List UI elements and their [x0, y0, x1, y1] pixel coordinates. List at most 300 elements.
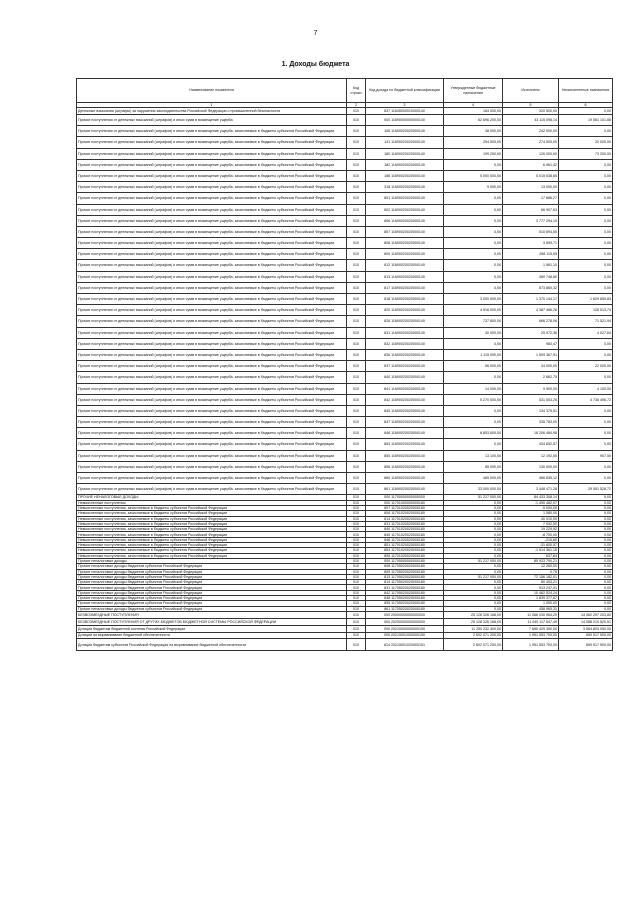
budget-income-table [76, 78, 613, 651]
cell-executed: 466 835,12 [503, 473, 559, 484]
table-row [77, 372, 613, 383]
cell-executed: 17 686,27 [503, 193, 559, 204]
cell-approved: 0,00 [444, 249, 503, 260]
header-line-code: Код строки [347, 79, 366, 103]
cell-unexecuted: 0,00 [559, 558, 613, 563]
cell-unexecuted: 650 517 500,00 [559, 632, 613, 639]
cell-approved: 14 000,00 [444, 383, 503, 394]
cell-unexecuted: 0,00 [559, 428, 613, 439]
cell-executed: 983,47 [503, 338, 559, 349]
cell-budget-code: 842 11705020020000180 [366, 590, 444, 595]
cell-line-code: 010 [347, 405, 366, 416]
cell-indicator-name: Прочие поступления от денежных взысканий (штрафов) и иных сумм в возмещение ущерба, зачисляемые в бюджеты субъектов Российской Федерации [77, 159, 347, 170]
cell-approved: 30 000,00 [444, 327, 503, 338]
cell-unexecuted: 0,00 [559, 417, 613, 428]
cell-line-code: 010 [347, 294, 366, 305]
cell-budget-code: 182 11690020020000140 [366, 159, 444, 170]
cell-budget-code: 831 11690020020000140 [366, 327, 444, 338]
cell-approved: 38 000,00 [444, 126, 503, 137]
cell-executed: 913 247,01 [503, 585, 559, 590]
table-row [77, 215, 613, 226]
cell-indicator-name: БЕЗВОЗМЕЗДНЫЕ ПОСТУПЛЕНИЯ [77, 611, 347, 618]
cell-executed: 34 000,00 [503, 361, 559, 372]
cell-indicator-name: Прочие неналоговые доходы бюджетов субъектов Российской Федерации [77, 574, 347, 579]
cell-unexecuted: 0,00 [559, 521, 613, 526]
cell-line-code: 010 [347, 558, 366, 563]
cell-approved: 0,00 [444, 159, 503, 170]
cell-unexecuted: 0,00 [559, 249, 613, 260]
cell-executed: 40 010,00 [503, 516, 559, 521]
cell-approved: 51 217 000,00 [444, 574, 503, 579]
cell-unexecuted: 0,00 [559, 537, 613, 542]
cell-executed: 573 860,32 [503, 282, 559, 293]
cell-line-code: 010 [347, 611, 366, 618]
cell-line-code: 010 [347, 527, 366, 532]
cell-executed: 12 192,50 [503, 450, 559, 461]
cell-executed: 1 951 553 700,00 [503, 639, 559, 650]
cell-executed: -1 514 361,16 [503, 548, 559, 553]
cell-executed: 66 907,63 [503, 204, 559, 215]
cell-indicator-name: Денежные взыскания (штрафы) за нарушения законодательства Российской Федерации о промышленной безопасности [77, 108, 347, 115]
cell-indicator-name: Прочие неналоговые доходы бюджетов субъектов Российской Федерации [77, 580, 347, 585]
cell-unexecuted: 0,00 [559, 271, 613, 282]
cell-approved: 3 000 000,00 [444, 294, 503, 305]
cell-executed: 637,84 [503, 553, 559, 558]
cell-approved: 0,00 [444, 516, 503, 521]
cell-executed: 18 206 484,98 [503, 428, 559, 439]
cell-indicator-name: Прочие поступления от денежных взысканий (штрафов) и иных сумм в возмещение ущерба, зачисляемые в бюджеты субъектов Российской Федерации [77, 126, 347, 137]
cell-budget-code: 848 11690020020000140 [366, 428, 444, 439]
cell-budget-code: 000 20200000000000000 [366, 618, 444, 625]
cell-indicator-name: Прочие поступления от денежных взысканий (штрафов) и иных сумм в возмещение ущерба, зачисляемые в бюджеты субъектов Российской Федерации [77, 439, 347, 450]
cell-executed: 84 433 308,14 [503, 495, 559, 500]
cell-executed: 7 685 429 350,00 [503, 625, 559, 632]
cell-unexecuted: 0,00 [559, 108, 613, 115]
cell-executed: 2 662,75 [503, 372, 559, 383]
cell-budget-code: 180 11690020020000140 [366, 148, 444, 159]
cell-unexecuted: 0,00 [559, 461, 613, 472]
cell-indicator-name: Прочие поступления от денежных взысканий (штрафов) и иных сумм в возмещение ущерба, зачисляемые в бюджеты субъектов Российской Федерации [77, 226, 347, 237]
cell-indicator-name: Прочие поступления от денежных взысканий (штрафов) и иных сумм в возмещение ущерба, зачисляемые в бюджеты субъектов Российской Федерации [77, 170, 347, 181]
cell-line-code: 010 [347, 569, 366, 574]
table-row [77, 405, 613, 416]
cell-line-code: 010 [347, 126, 366, 137]
cell-unexecuted: 0,00 [559, 349, 613, 360]
cell-unexecuted: 0,00 [559, 553, 613, 558]
cell-line-code: 010 [347, 543, 366, 548]
cell-approved: 33 000 000,00 [444, 484, 503, 495]
cell-budget-code: 000 11690000000000140 [366, 115, 444, 126]
cell-budget-code: 808 11705020020000180 [366, 564, 444, 569]
cell-executed: 458 965,31 [503, 606, 559, 611]
cell-line-code: 010 [347, 182, 366, 193]
table-row [77, 349, 613, 360]
cell-budget-code: 836 11690020020000140 [366, 349, 444, 360]
cell-unexecuted: 0,00 [559, 193, 613, 204]
cell-executed: 489 748,60 [503, 271, 559, 282]
cell-unexecuted: 0,00 [559, 596, 613, 601]
table-row [77, 338, 613, 349]
cell-line-code: 010 [347, 606, 366, 611]
table-row [77, 148, 613, 159]
cell-line-code: 010 [347, 260, 366, 271]
cell-indicator-name: Прочие поступления от денежных взысканий (штрафов) и иных сумм в возмещение ущерба, зачисляемые в бюджеты субъектов Российской Федерации [77, 204, 347, 215]
cell-approved: 0,00 [444, 521, 503, 526]
cell-line-code: 010 [347, 439, 366, 450]
cell-line-code: 010 [347, 327, 366, 338]
cell-approved: 0,00 [444, 505, 503, 510]
cell-executed: 43 115 098,14 [503, 115, 559, 126]
cell-unexecuted: 0,00 [559, 606, 613, 611]
cell-line-code: 010 [347, 553, 366, 558]
cell-executed: 1 951 553 700,00 [503, 632, 559, 639]
cell-approved: 294 500,00 [444, 137, 503, 148]
cell-budget-code: 851 11701020020000180 [366, 543, 444, 548]
cell-budget-code: 801 11690020020000140 [366, 193, 444, 204]
cell-line-code: 010 [347, 580, 366, 585]
cell-line-code: 010 [347, 115, 366, 126]
cell-line-code: 010 [347, 170, 366, 181]
header-budget-code: Код дохода по бюджетной классификации [366, 79, 444, 103]
cell-unexecuted: 73 200,00 [559, 148, 613, 159]
table-row [77, 428, 613, 439]
header-executed: Исполнено [503, 79, 559, 103]
cell-unexecuted: 0,00 [559, 574, 613, 579]
cell-budget-code: 840 11701020020000180 [366, 527, 444, 532]
cell-indicator-name: Прочие поступления от денежных взысканий (штрафов) и иных сумм в возмещение ущерба, зачисляемые в бюджеты субъектов Российской Федерации [77, 316, 347, 327]
cell-executed: 13 000,00 [503, 182, 559, 193]
cell-executed: 10 462 524,24 [503, 590, 559, 595]
cell-approved: 11 250 232 400,00 [444, 625, 503, 632]
cell-indicator-name: Прочие поступления от денежных взысканий (штрафов) и иных сумм в возмещение ущерба, зачисляемые в бюджеты субъектов Российской Федерации [77, 428, 347, 439]
cell-budget-code: 853 11690020020000140 [366, 439, 444, 450]
cell-approved: 0,00 [444, 569, 503, 574]
cell-unexecuted: 0,00 [559, 601, 613, 606]
cell-line-code: 010 [347, 484, 366, 495]
cell-budget-code: 809 11705020020000180 [366, 569, 444, 574]
cell-budget-code: 000 11705000000000180 [366, 558, 444, 563]
cell-indicator-name: Прочие поступления от денежных взысканий (штрафов) и иных сумм в возмещение ущерба, зачисляемые в бюджеты субъектов Российской Федерации [77, 473, 347, 484]
cell-executed: 335 783,00 [503, 417, 559, 428]
cell-approved: 0,00 [444, 204, 503, 215]
cell-indicator-name: Прочие неналоговые доходы бюджетов субъектов Российской Федерации [77, 601, 347, 606]
cell-executed: 242 000,00 [503, 126, 559, 137]
cell-executed: 1 509 367,91 [503, 349, 559, 360]
table-row [77, 193, 613, 204]
cell-approved: 0,00 [444, 338, 503, 349]
cell-approved: 0,00 [444, 226, 503, 237]
cell-indicator-name: Прочие поступления от денежных взысканий (штрафов) и иных сумм в возмещение ущерба, зачисляемые в бюджеты субъектов Российской Федерации [77, 148, 347, 159]
cell-line-code: 010 [347, 428, 366, 439]
cell-executed: 11 040 117 647,49 [503, 618, 559, 625]
cell-indicator-name: Прочие неналоговые доходы [77, 558, 347, 563]
cell-approved: 0,00 [444, 260, 503, 271]
cell-budget-code: 845 11690020020000140 [366, 405, 444, 416]
cell-budget-code: 000 11701000000000180 [366, 500, 444, 505]
cell-unexecuted: 0,00 [559, 215, 613, 226]
cell-unexecuted: 3 564 803 050,00 [559, 625, 613, 632]
table-row [77, 137, 613, 148]
cell-indicator-name: Прочие поступления от денежных взысканий (штрафов) и иных сумм в возмещение ущерба, зачисляемые в бюджеты субъектов Российской Федерации [77, 383, 347, 394]
header-unexecuted: Неисполненные назначения [559, 79, 613, 103]
table-row [77, 639, 613, 650]
cell-indicator-name: Невыясненные поступления, зачисляемые в бюджеты субъектов Российской Федерации [77, 532, 347, 537]
cell-executed: 1 050,00 [503, 601, 559, 606]
cell-approved: 0,00 [444, 238, 503, 249]
cell-approved: 0,00 [444, 606, 503, 611]
cell-unexecuted: 0,00 [559, 505, 613, 510]
table-row [77, 618, 613, 625]
cell-indicator-name: Дотации бюджетам бюджетной системы Российской Федерации [77, 625, 347, 632]
table-row [77, 115, 613, 126]
cell-executed: 1 580,00 [503, 511, 559, 516]
cell-line-code: 010 [347, 450, 366, 461]
cell-approved: 51 217 000,00 [444, 558, 503, 563]
cell-approved: 0,00 [444, 215, 503, 226]
table-row [77, 170, 613, 181]
cell-budget-code: 808 11701020020000180 [366, 511, 444, 516]
cell-line-code: 010 [347, 495, 366, 500]
cell-line-code: 010 [347, 137, 366, 148]
table-row [77, 204, 613, 215]
cell-approved: 0,00 [444, 500, 503, 505]
cell-indicator-name: Прочие поступления от денежных взысканий (штрафов) и иных сумм в возмещение ущерба, зачисляемые в бюджеты субъектов Российской Федерации [77, 450, 347, 461]
cell-indicator-name: Прочие неналоговые доходы бюджетов субъектов Российской Федерации [77, 585, 347, 590]
cell-budget-code: 837 11645000010000140 [366, 108, 444, 115]
cell-approved: 0,00 [444, 537, 503, 542]
table-row [77, 327, 613, 338]
cell-executed: -31 600,57 [503, 543, 559, 548]
cell-unexecuted: 19 581 101,86 [559, 115, 613, 126]
cell-executed: 9 900,00 [503, 383, 559, 394]
cell-approved: 0,00 [444, 527, 503, 532]
cell-executed: 134 379,51 [503, 405, 559, 416]
cell-approved: 0,00 [444, 372, 503, 383]
cell-executed: 1 370 144,17 [503, 294, 559, 305]
cell-unexecuted: 4 738 496,72 [559, 394, 613, 405]
cell-indicator-name: Прочие поступления от денежных взысканий (штрафов) и иных сумм в возмещение ущерба, зачисляемые в бюджеты субъектов Российской Федерации [77, 182, 347, 193]
cell-executed: 5 015 538,85 [503, 170, 559, 181]
cell-approved: 62 696 200,00 [444, 115, 503, 126]
cell-unexecuted: 0,00 [559, 439, 613, 450]
cell-indicator-name: Прочие поступления от денежных взысканий (штрафов) и иных сумм в возмещение ущерба, зачисляемые в бюджеты субъектов Российской Федерации [77, 260, 347, 271]
cell-approved: 0,00 [444, 405, 503, 416]
cell-unexecuted: 0,00 [559, 204, 613, 215]
cell-unexecuted: 0,00 [559, 564, 613, 569]
cell-budget-code: 848 11705020020000180 [366, 596, 444, 601]
cell-line-code: 010 [347, 537, 366, 542]
cell-line-code: 010 [347, 548, 366, 553]
cell-line-code: 010 [347, 148, 366, 159]
cell-indicator-name: Прочие поступления от денежных взысканий (штрафов) и иных сумм в возмещение ущерба, зачисляемые в бюджеты субъектов Российской Федерации [77, 215, 347, 226]
cell-approved: 0,00 [444, 193, 503, 204]
cell-line-code: 010 [347, 473, 366, 484]
cell-line-code: 010 [347, 316, 366, 327]
cell-line-code: 010 [347, 282, 366, 293]
cell-indicator-name: Прочие поступления от денежных взысканий (штрафов) и иных сумм в возмещение ущерба, зачисляемые в бюджеты субъектов Российской Федерации [77, 338, 347, 349]
column-index: 5 [503, 103, 559, 108]
cell-approved: 0,00 [444, 580, 503, 585]
cell-approved: 2 602 071 200,00 [444, 639, 503, 650]
table-row [77, 625, 613, 632]
cell-indicator-name: Невыясненные поступления, зачисляемые в бюджеты субъектов Российской Федерации [77, 553, 347, 558]
cell-unexecuted: 29 551 528,72 [559, 484, 613, 495]
cell-line-code: 010 [347, 516, 366, 521]
cell-approved: 737 800,00 [444, 316, 503, 327]
cell-line-code: 010 [347, 511, 366, 516]
cell-line-code: 010 [347, 338, 366, 349]
cell-indicator-name: Невыясненные поступления, зачисляемые в бюджеты субъектов Российской Федерации [77, 527, 347, 532]
cell-indicator-name: Прочие поступления от денежных взысканий (штрафов) и иных сумм в возмещение ущерба, зачисляемые в бюджеты субъектов Российской Федерации [77, 349, 347, 360]
cell-executed: 434 652,57 [503, 439, 559, 450]
cell-approved: 0,00 [444, 282, 503, 293]
cell-budget-code: 855 11705020020000180 [366, 601, 444, 606]
table-row [77, 394, 613, 405]
cell-approved: 184 000,00 [444, 108, 503, 115]
column-index: 3 [366, 103, 444, 108]
cell-executed: -5 000,00 [503, 505, 559, 510]
cell-line-code: 010 [347, 564, 366, 569]
cell-executed: 288 115,95 [503, 249, 559, 260]
cell-indicator-name: ПРОЧИЕ НЕНАЛОГОВЫЕ ДОХОДЫ [77, 495, 347, 500]
cell-line-code: 010 [347, 574, 366, 579]
cell-budget-code: 855 11690020020000140 [366, 450, 444, 461]
cell-budget-code: 809 11690020020000140 [366, 249, 444, 260]
table-row [77, 271, 613, 282]
cell-unexecuted: 0,00 [559, 405, 613, 416]
cell-approved: 0,00 [444, 553, 503, 558]
cell-approved: 0,00 [444, 511, 503, 516]
cell-budget-code: 860 11690020020000140 [366, 473, 444, 484]
cell-line-code: 010 [347, 500, 366, 505]
cell-unexecuted: 0,00 [559, 548, 613, 553]
cell-approved: 8 853 600,00 [444, 428, 503, 439]
cell-indicator-name: Прочие поступления от денежных взысканий (штрафов) и иных сумм в возмещение ущерба, зачисляемые в бюджеты субъектов Российской Федерации [77, 327, 347, 338]
cell-executed: 80 403,21 [503, 580, 559, 585]
cell-approved: 0,00 [444, 564, 503, 569]
table-row [77, 611, 613, 618]
cell-line-code: 010 [347, 108, 366, 115]
cell-indicator-name: Прочие поступления от денежных взысканий (штрафов) и иных сумм в возмещение ущерба, зачисляемые в бюджеты субъектов Российской Федерации [77, 361, 347, 372]
cell-line-code: 010 [347, 639, 366, 650]
cell-indicator-name: Невыясненные поступления, зачисляемые в бюджеты субъектов Российской Федерации [77, 521, 347, 526]
cell-approved: 0,00 [444, 271, 503, 282]
cell-budget-code: 000 20000000000000000 [366, 611, 444, 618]
cell-executed: 25 972,36 [503, 327, 559, 338]
cell-unexecuted: 0,00 [559, 500, 613, 505]
cell-executed: 3 777 294,19 [503, 215, 559, 226]
cell-indicator-name: Невыясненные поступления, зачисляемые в бюджеты субъектов Российской Федерации [77, 548, 347, 553]
cell-executed: 1 839 377,67 [503, 596, 559, 601]
cell-indicator-name: Прочие поступления от денежных взысканий (штрафов) и иных сумм в возмещение ущерба, зачисляемые в бюджеты субъектов Российской Федерации [77, 417, 347, 428]
cell-line-code: 010 [347, 632, 366, 639]
cell-unexecuted: 0,00 [559, 159, 613, 170]
cell-indicator-name: Прочие неналоговые доходы бюджетов субъектов Российской Федерации [77, 596, 347, 601]
cell-indicator-name: Дотации бюджетам субъектов Российской Федерации на выравнивание бюджетной обеспеченности [77, 639, 347, 650]
cell-line-code: 010 [347, 372, 366, 383]
cell-unexecuted: 0,00 [559, 238, 613, 249]
cell-indicator-name: Невыясненные поступления [77, 500, 347, 505]
cell-executed: 0,76 [503, 569, 559, 574]
cell-unexecuted: 0,00 [559, 585, 613, 590]
cell-budget-code: 814 20215001020000151 [366, 639, 444, 650]
cell-executed: 19 229,92 [503, 527, 559, 532]
cell-line-code: 010 [347, 625, 366, 632]
cell-budget-code: 000 20210000000000150 [366, 625, 444, 632]
table-header-row [77, 79, 613, 103]
cell-line-code: 010 [347, 226, 366, 237]
cell-line-code: 010 [347, 590, 366, 595]
cell-budget-code: 813 11705020020000180 [366, 574, 444, 579]
cell-unexecuted: 14 062 297 203,80 [559, 611, 613, 618]
cell-approved: 85 000,00 [444, 461, 503, 472]
table-row [77, 439, 613, 450]
cell-budget-code: 188 11690020020000140 [366, 170, 444, 181]
cell-approved: 0,00 [444, 439, 503, 450]
cell-budget-code: 000 11700000000000000 [366, 495, 444, 500]
cell-indicator-name: Прочие поступления от денежных взысканий (штрафов) и иных сумм в возмещение ущерба [77, 115, 347, 126]
cell-approved: 25 128 326 168,00 [444, 618, 503, 625]
cell-line-code: 010 [347, 193, 366, 204]
table-row [77, 260, 613, 271]
cell-indicator-name: Невыясненные поступления, зачисляемые в бюджеты субъектов Российской Федерации [77, 505, 347, 510]
cell-unexecuted: 0,00 [559, 473, 613, 484]
cell-unexecuted: 650 517 500,00 [559, 639, 613, 650]
cell-indicator-name: Невыясненные поступления, зачисляемые в бюджеты субъектов Российской Федерации [77, 511, 347, 516]
cell-budget-code: 818 11690020020000140 [366, 294, 444, 305]
cell-line-code: 010 [347, 461, 366, 472]
cell-unexecuted: 0,00 [559, 495, 613, 500]
cell-executed: -8 700,00 [503, 532, 559, 537]
cell-unexecuted: 71 521,94 [559, 316, 613, 327]
cell-approved: 51 217 000,00 [444, 495, 503, 500]
cell-line-code: 010 [347, 361, 366, 372]
cell-unexecuted: 0,00 [559, 569, 613, 574]
column-index: 1 [77, 103, 347, 108]
cell-executed: 1 981,10 [503, 260, 559, 271]
cell-line-code: 010 [347, 585, 366, 590]
cell-unexecuted: 22 000,00 [559, 361, 613, 372]
column-index: 2 [347, 103, 366, 108]
cell-indicator-name: Прочие поступления от денежных взысканий (штрафов) и иных сумм в возмещение ущерба, зачисляемые в бюджеты субъектов Российской Федерации [77, 394, 347, 405]
cell-budget-code: 848 11701020020000180 [366, 537, 444, 542]
table-row [77, 249, 613, 260]
cell-unexecuted: 0,00 [559, 532, 613, 537]
cell-approved: 0,00 [444, 417, 503, 428]
cell-indicator-name: БЕЗВОЗМЕЗДНЫЕ ПОСТУПЛЕНИЯ ОТ ДРУГИХ БЮДЖЕТОВ БЮДЖЕТНОЙ СИСТЕМЫ РОССИЙСКОЙ ФЕДЕРАЦИИ [77, 618, 347, 625]
cell-unexecuted: 4 100,00 [559, 383, 613, 394]
table-row [77, 450, 613, 461]
cell-indicator-name: Прочие поступления от денежных взысканий (штрафов) и иных сумм в возмещение ущерба, зачисляемые в бюджеты субъектов Российской Федерации [77, 294, 347, 305]
table-row [77, 473, 613, 484]
cell-budget-code: 837 11690020020000140 [366, 361, 444, 372]
cell-unexecuted: 0,00 [559, 511, 613, 516]
cell-approved: 465 000,00 [444, 473, 503, 484]
cell-executed: 7 932,50 [503, 521, 559, 526]
cell-approved: 0,00 [444, 585, 503, 590]
cell-line-code: 010 [347, 505, 366, 510]
cell-budget-code: 826 11690020020000140 [366, 316, 444, 327]
cell-budget-code: 106 11690020020000140 [366, 126, 444, 137]
cell-executed: 85 923 790,21 [503, 558, 559, 563]
cell-approved: 1 115 000,00 [444, 349, 503, 360]
cell-executed: 510 694,50 [503, 226, 559, 237]
cell-executed: 274 500,00 [503, 137, 559, 148]
cell-budget-code: 847 11690020020000140 [366, 417, 444, 428]
cell-indicator-name: Прочие поступления от денежных взысканий (штрафов) и иных сумм в возмещение ущерба, зачисляемые в бюджеты субъектов Российской Федерации [77, 405, 347, 416]
cell-budget-code: 832 11690020020000140 [366, 338, 444, 349]
cell-budget-code: 842 11690020020000140 [366, 394, 444, 405]
